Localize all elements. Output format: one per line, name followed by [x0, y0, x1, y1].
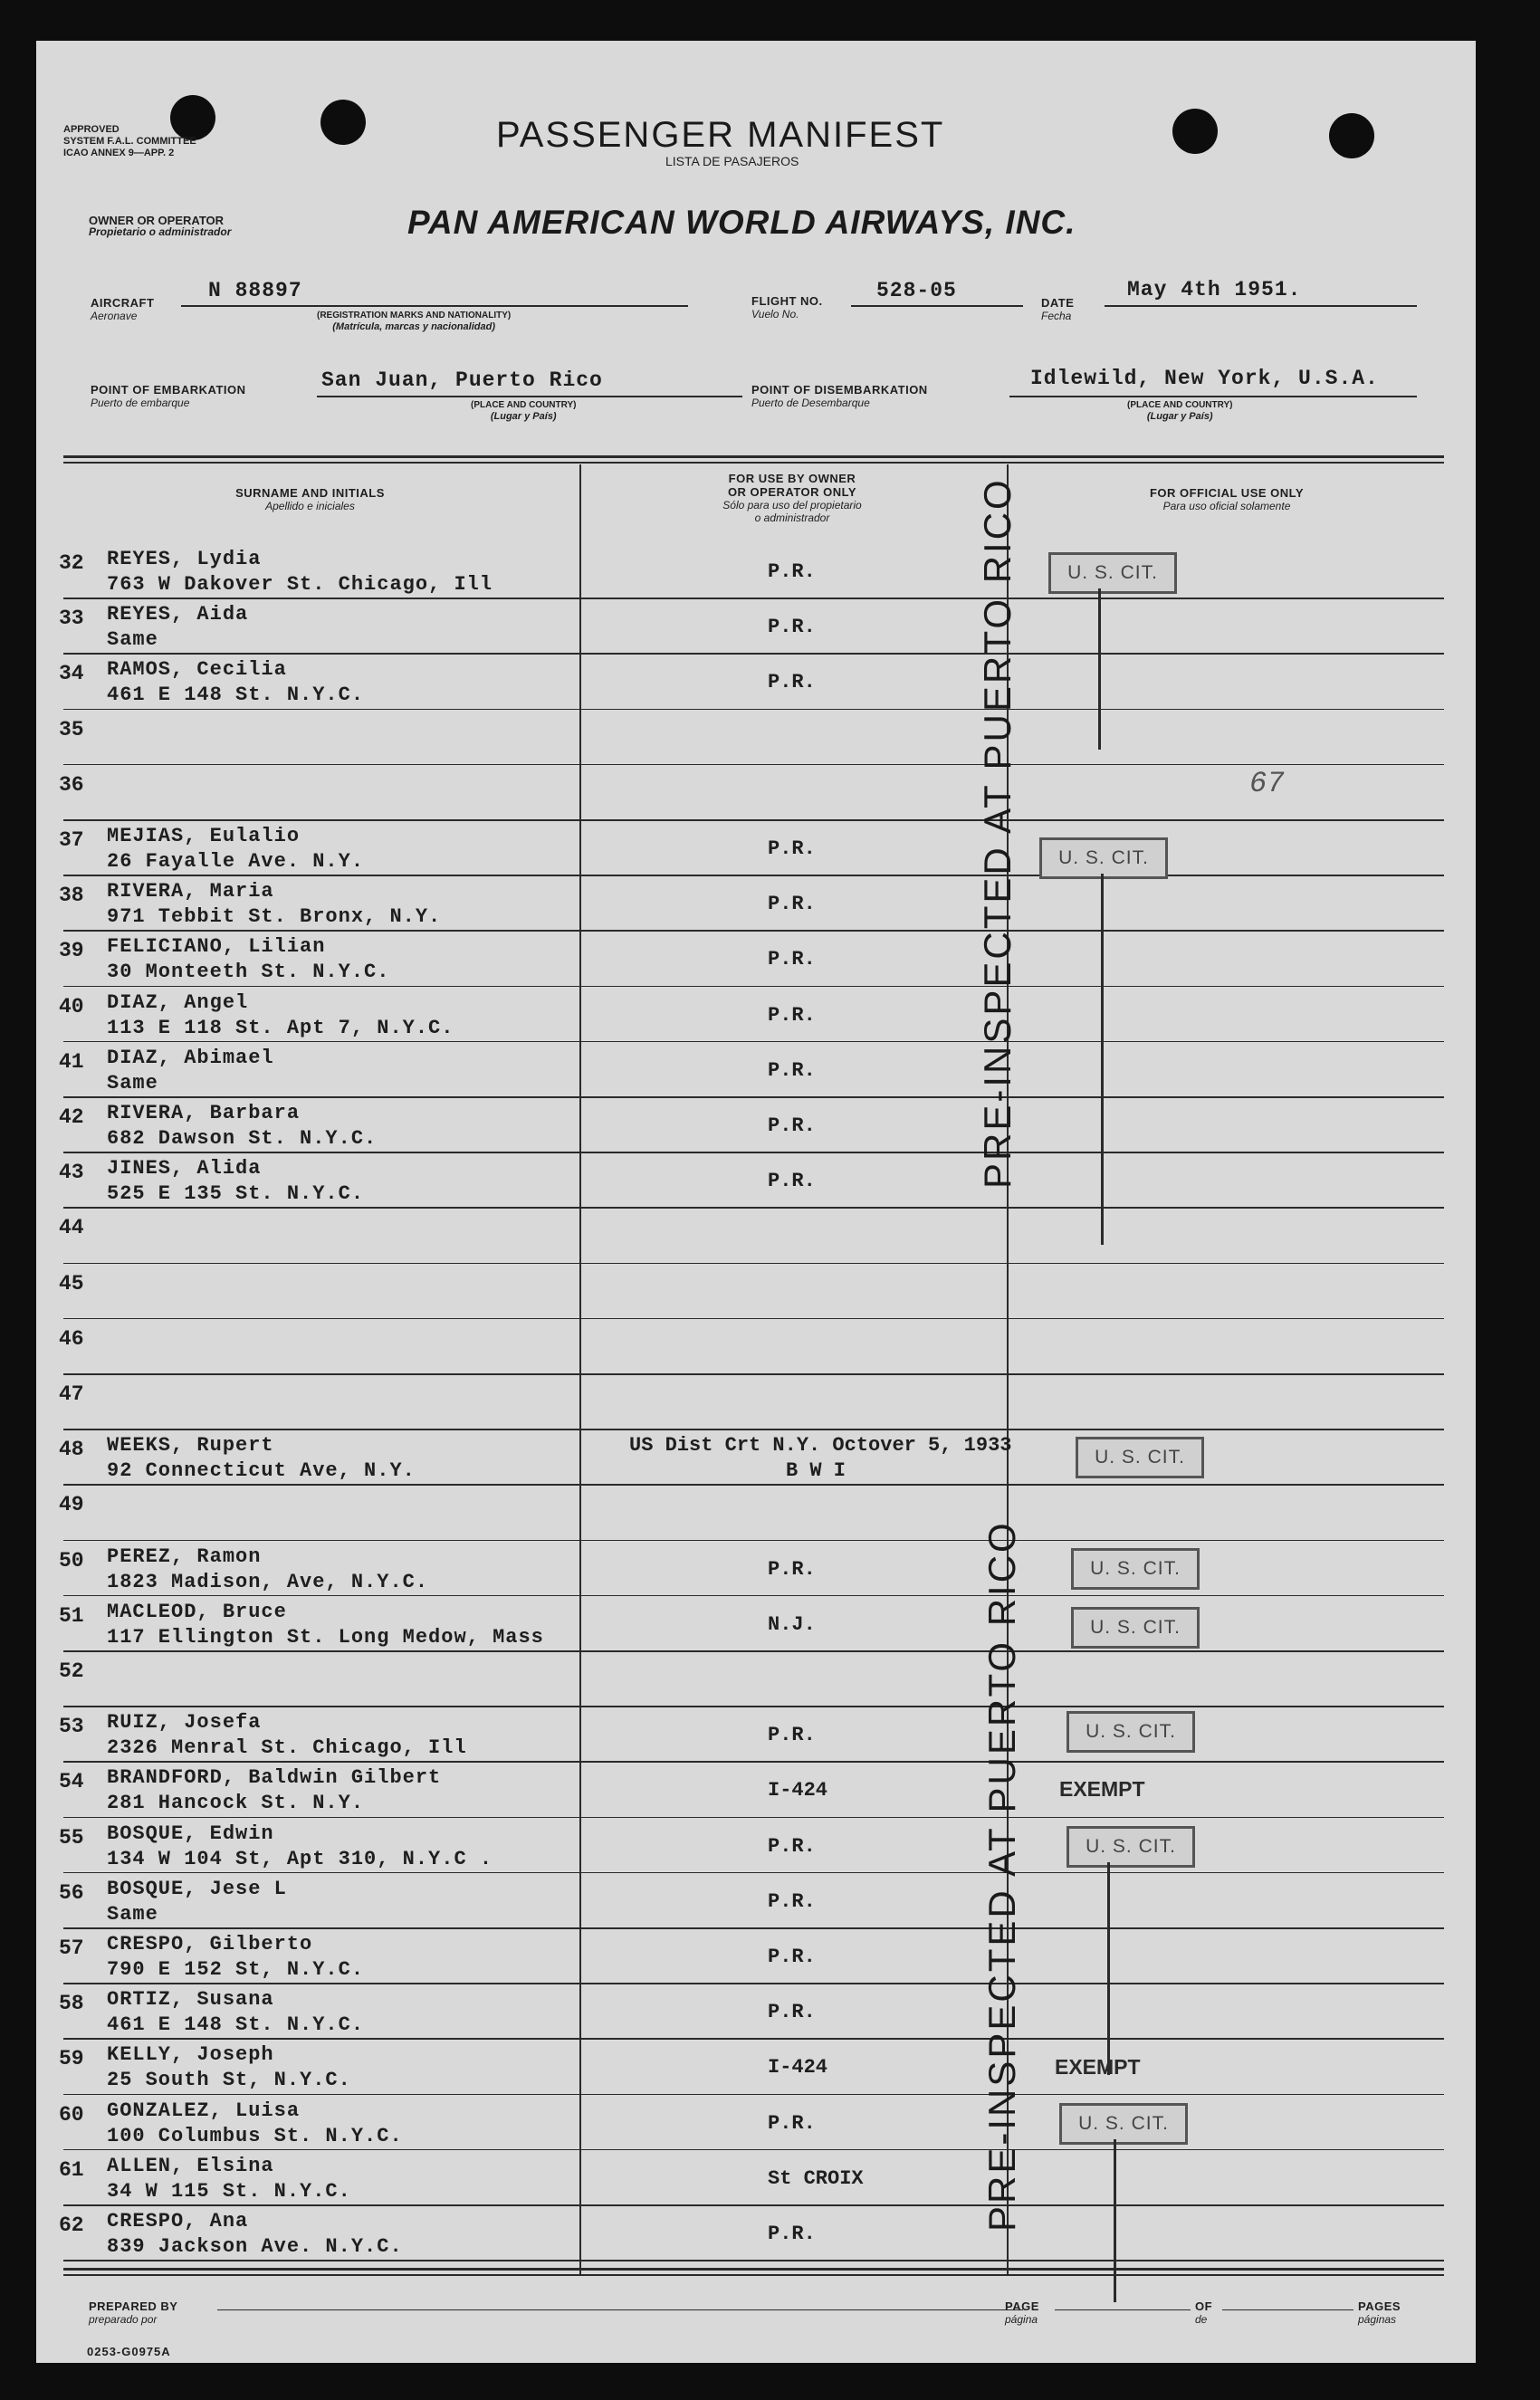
row-rule — [63, 2149, 1444, 2151]
owner-use-entry: B W I — [786, 1459, 847, 1483]
passenger-address: 92 Connecticut Ave, N.Y. — [107, 1459, 416, 1483]
row-rule — [63, 1373, 1444, 1375]
owner-label: OWNER OR OPERATOR Propietario o administrador — [89, 214, 232, 238]
row-number: 55 — [59, 1825, 84, 1850]
table-top-rule — [63, 455, 1444, 458]
embark-underline — [317, 396, 742, 397]
passenger-name: ORTIZ, Susana — [107, 1988, 274, 2012]
row-number: 53 — [59, 1715, 84, 1739]
owner-use-entry: P.R. — [768, 1114, 816, 1137]
disembark-label: POINT OF DISEMBARKATION Puerto de Desembarque — [751, 383, 928, 409]
column-divider — [579, 464, 581, 2275]
passenger-address: Same — [107, 1902, 158, 1926]
passenger-name: BOSQUE, Edwin — [107, 1822, 274, 1845]
of-underline — [1222, 2309, 1353, 2310]
owner-use-entry: P.R. — [768, 616, 816, 639]
aircraft-sub: (REGISTRATION MARKS AND NATIONALITY) (Matrícula, marcas y nacionalidad) — [317, 311, 512, 332]
us-cit-stamp: U. S. CIT. — [1067, 1711, 1195, 1753]
aircraft-underline — [181, 305, 688, 307]
column-header-official: FOR OFFICIAL USE ONLY Para uso oficial solamente — [1149, 486, 1305, 512]
row-number: 49 — [59, 1493, 84, 1517]
prepared-underline — [217, 2309, 1023, 2310]
passenger-address: 30 Monteeth St. N.Y.C. — [107, 961, 390, 984]
row-number: 33 — [59, 607, 84, 631]
owner-use-entry: P.R. — [768, 1170, 816, 1193]
owner-use-entry: P.R. — [768, 1834, 816, 1858]
owner-use-entry: N.J. — [768, 1612, 816, 1636]
punch-hole — [1172, 109, 1218, 154]
passenger-name: BOSQUE, Jese L — [107, 1877, 287, 1900]
us-cit-stamp: U. S. CIT. — [1067, 1826, 1195, 1868]
passenger-address: 281 Hancock St. N.Y. — [107, 1792, 365, 1815]
owner-use-entry: I-424 — [768, 2056, 828, 2080]
passenger-name: GONZALEZ, Luisa — [107, 2099, 301, 2122]
row-rule — [63, 1263, 1444, 1265]
passenger-address: Same — [107, 1071, 158, 1095]
date-underline — [1105, 305, 1417, 307]
row-rule — [63, 1207, 1444, 1209]
owner-use-entry: P.R. — [768, 1724, 816, 1747]
owner-use-entry: P.R. — [768, 1889, 816, 1913]
row-number: 34 — [59, 662, 84, 686]
bracket-line — [1114, 2139, 1116, 2302]
passenger-address: 839 Jackson Ave. N.Y.C. — [107, 2235, 403, 2258]
row-rule — [63, 1595, 1444, 1597]
row-number: 40 — [59, 994, 84, 1018]
row-rule — [63, 1152, 1444, 1153]
row-number: 35 — [59, 717, 84, 741]
row-number: 54 — [59, 1770, 84, 1794]
aircraft-value: N 88897 — [208, 279, 302, 302]
passenger-name: PEREZ, Ramon — [107, 1544, 262, 1568]
row-rule — [63, 1983, 1444, 1984]
row-number: 47 — [59, 1382, 84, 1406]
date-value: May 4th 1951. — [1127, 278, 1302, 301]
us-cit-stamp: U. S. CIT. — [1048, 552, 1177, 594]
row-rule — [63, 2038, 1444, 2040]
row-number: 52 — [59, 1659, 84, 1683]
bracket-line — [1101, 874, 1104, 1245]
flight-value: 528-05 — [876, 279, 957, 302]
table-top-rule — [63, 462, 1444, 464]
owner-use-entry: US Dist Crt N.Y. Octover 5, 1933 — [629, 1434, 1012, 1458]
owner-use-entry: St CROIX — [768, 2166, 864, 2190]
passenger-address: 682 Dawson St. N.Y.C. — [107, 1127, 378, 1150]
bracket-line — [1098, 588, 1101, 750]
punch-hole — [1329, 113, 1374, 158]
owner-use-entry: P.R. — [768, 2111, 816, 2135]
us-cit-stamp: U. S. CIT. — [1071, 1548, 1200, 1590]
owner-use-entry: P.R. — [768, 948, 816, 971]
owner-use-entry: P.R. — [768, 837, 816, 860]
owner-use-entry: I-424 — [768, 1779, 828, 1802]
row-rule — [63, 1318, 1444, 1320]
passenger-name: CRESPO, Gilberto — [107, 1933, 313, 1955]
us-cit-stamp: U. S. CIT. — [1059, 2103, 1188, 2145]
row-number: 56 — [59, 1880, 84, 1905]
row-number: 46 — [59, 1326, 84, 1351]
row-rule — [63, 1927, 1444, 1929]
row-rule — [63, 1817, 1444, 1819]
owner-use-entry: P.R. — [768, 2001, 816, 2024]
passenger-name: REYES, Lydia — [107, 548, 262, 570]
passenger-address: 113 E 118 St. Apt 7, N.Y.C. — [107, 1016, 454, 1039]
aircraft-label: AIRCRAFT Aeronave — [91, 296, 155, 322]
prepared-by-label: PREPARED BY preparado por — [89, 2300, 178, 2326]
row-number: 38 — [59, 884, 84, 908]
passenger-name: WEEKS, Rupert — [107, 1434, 274, 1458]
passenger-name: KELLY, Joseph — [107, 2043, 274, 2067]
passenger-name: MACLEOD, Bruce — [107, 1600, 287, 1623]
of-label: OF de — [1195, 2300, 1213, 2326]
date-label: DATE Fecha — [1041, 296, 1075, 322]
owner-use-entry: P.R. — [768, 1003, 816, 1027]
row-rule — [63, 1096, 1444, 1098]
row-number: 36 — [59, 772, 84, 797]
row-number: 37 — [59, 828, 84, 852]
owner-name: PAN AMERICAN WORLD AIRWAYS, INC. — [407, 204, 1076, 241]
row-number: 57 — [59, 1936, 84, 1960]
pages-label: PAGES páginas — [1358, 2300, 1401, 2326]
row-number: 39 — [59, 939, 84, 963]
us-cit-stamp: U. S. CIT. — [1076, 1437, 1204, 1478]
owner-use-entry: P.R. — [768, 1946, 816, 1968]
row-number: 58 — [59, 1992, 84, 2016]
disembark-underline — [1009, 396, 1417, 397]
row-rule — [63, 2260, 1444, 2261]
owner-use-entry: P.R. — [768, 1557, 816, 1581]
passenger-address: 2326 Menral St. Chicago, Ill — [107, 1736, 467, 1760]
row-rule — [63, 2094, 1444, 2096]
row-rule — [63, 1872, 1444, 1874]
row-rule — [63, 986, 1444, 988]
row-rule — [63, 875, 1444, 876]
table-bottom-rule — [63, 2268, 1444, 2271]
embark-sub: (PLACE AND COUNTRY) (Lugar y País) — [471, 400, 577, 422]
passenger-name: RIVERA, Barbara — [107, 1102, 301, 1124]
passenger-address: 971 Tebbit St. Bronx, N.Y. — [107, 905, 442, 929]
row-rule — [63, 930, 1444, 932]
passenger-name: ALLEN, Elsina — [107, 2154, 274, 2177]
pre-inspected-stamp: PRE-INSPECTED AT PUERTO RICO — [980, 1520, 1023, 2232]
row-rule — [63, 653, 1444, 655]
passenger-name: REYES, Aida — [107, 603, 249, 626]
passenger-name: FELICIANO, Lilian — [107, 935, 326, 959]
row-number: 48 — [59, 1438, 84, 1462]
column-header-surname: SURNAME AND INITIALS Apellido e iniciales — [235, 486, 385, 512]
manifest-sheet — [36, 41, 1476, 2363]
passenger-address: 25 South St, N.Y.C. — [107, 2069, 351, 2092]
form-number: 0253-G0975A — [87, 2345, 171, 2358]
passenger-address: 1823 Madison, Ave, N.Y.C. — [107, 1570, 429, 1593]
row-number: 43 — [59, 1161, 84, 1185]
passenger-address: 525 E 135 St. N.Y.C. — [107, 1182, 365, 1206]
passenger-name: JINES, Alida — [107, 1157, 262, 1181]
passenger-address: 790 E 152 St, N.Y.C. — [107, 1958, 365, 1981]
passenger-name: DIAZ, Angel — [107, 990, 249, 1014]
us-cit-stamp: U. S. CIT. — [1071, 1607, 1200, 1649]
passenger-address: 100 Columbus St. N.Y.C. — [107, 2124, 403, 2147]
passenger-address: 34 W 115 St. N.Y.C. — [107, 2179, 351, 2203]
exempt-stamp: EXEMPT — [1059, 1777, 1145, 1801]
owner-use-entry: P.R. — [768, 1058, 816, 1082]
pre-inspected-stamp: PRE-INSPECTED AT PUERTO RICO — [976, 477, 1019, 1189]
row-number: 44 — [59, 1216, 84, 1240]
row-number: 62 — [59, 2214, 84, 2237]
passenger-name: RUIZ, Josefa — [107, 1711, 262, 1735]
page-title: PASSENGER MANIFEST — [496, 115, 945, 155]
passenger-name: MEJIAS, Eulalio — [107, 825, 301, 847]
page-subtitle: LISTA DE PASAJEROS — [665, 154, 799, 168]
punch-hole — [320, 100, 366, 145]
row-rule — [63, 709, 1444, 711]
passenger-address: 461 E 148 St. N.Y.C. — [107, 2013, 365, 2037]
passenger-address: Same — [107, 628, 158, 652]
passenger-address: 763 W Dakover St. Chicago, Ill — [107, 573, 493, 596]
row-rule — [63, 764, 1444, 766]
owner-use-entry: P.R. — [768, 2223, 816, 2245]
row-number: 45 — [59, 1271, 84, 1296]
flight-label: FLIGHT NO. Vuelo No. — [751, 294, 823, 320]
bracket-line — [1107, 1862, 1110, 2075]
row-number: 42 — [59, 1105, 84, 1129]
owner-use-entry: P.R. — [768, 671, 816, 694]
official-mark: 67 — [1249, 767, 1285, 800]
row-number: 32 — [59, 551, 84, 575]
row-rule — [63, 819, 1444, 821]
row-number: 59 — [59, 2047, 84, 2071]
row-rule — [63, 1761, 1444, 1763]
owner-use-entry: P.R. — [768, 893, 816, 916]
row-number: 61 — [59, 2157, 84, 2182]
row-number: 60 — [59, 2102, 84, 2127]
passenger-name: RIVERA, Maria — [107, 880, 274, 904]
row-rule — [63, 1650, 1444, 1652]
disembark-sub: (PLACE AND COUNTRY) (Lugar y País) — [1127, 400, 1233, 422]
passenger-name: RAMOS, Cecilia — [107, 658, 287, 682]
row-rule — [63, 1041, 1444, 1043]
disembark-value: Idlewild, New York, U.S.A. — [1030, 367, 1379, 390]
row-rule — [63, 1429, 1444, 1430]
row-number: 41 — [59, 1049, 84, 1074]
embark-value: San Juan, Puerto Rico — [321, 368, 603, 392]
approval-note: APPROVED SYSTEM F.A.L. COMMITTEE ICAO ANNEX 9—APP. 2 — [63, 124, 196, 158]
us-cit-stamp: U. S. CIT. — [1039, 837, 1168, 879]
row-number: 50 — [59, 1548, 84, 1573]
owner-use-entry: P.R. — [768, 560, 816, 583]
column-header-owner: FOR USE BY OWNER OR OPERATOR ONLY Sólo para uso del propietario o administrador — [722, 472, 862, 524]
row-rule — [63, 1540, 1444, 1542]
passenger-address: 134 W 104 St, Apt 310, N.Y.C . — [107, 1847, 493, 1870]
row-rule — [63, 1706, 1444, 1707]
embark-label: POINT OF EMBARKATION Puerto de embarque — [91, 383, 246, 409]
page-underline — [1055, 2309, 1191, 2310]
passenger-address: 26 Fayalle Ave. N.Y. — [107, 850, 365, 873]
exempt-stamp: EXEMPT — [1055, 2055, 1141, 2079]
row-rule — [63, 598, 1444, 599]
passenger-name: DIAZ, Abimael — [107, 1046, 274, 1069]
passenger-name: BRANDFORD, Baldwin Gilbert — [107, 1766, 442, 1790]
passenger-name: CRESPO, Ana — [107, 2210, 249, 2233]
table-bottom-rule — [63, 2274, 1444, 2276]
flight-underline — [851, 305, 1023, 307]
passenger-address: 117 Ellington St. Long Medow, Mass — [107, 1625, 544, 1649]
row-rule — [63, 1484, 1444, 1486]
passenger-address: 461 E 148 St. N.Y.C. — [107, 684, 365, 707]
row-rule — [63, 2204, 1444, 2206]
page-label: PAGE página — [1005, 2300, 1039, 2326]
row-number: 51 — [59, 1603, 84, 1628]
